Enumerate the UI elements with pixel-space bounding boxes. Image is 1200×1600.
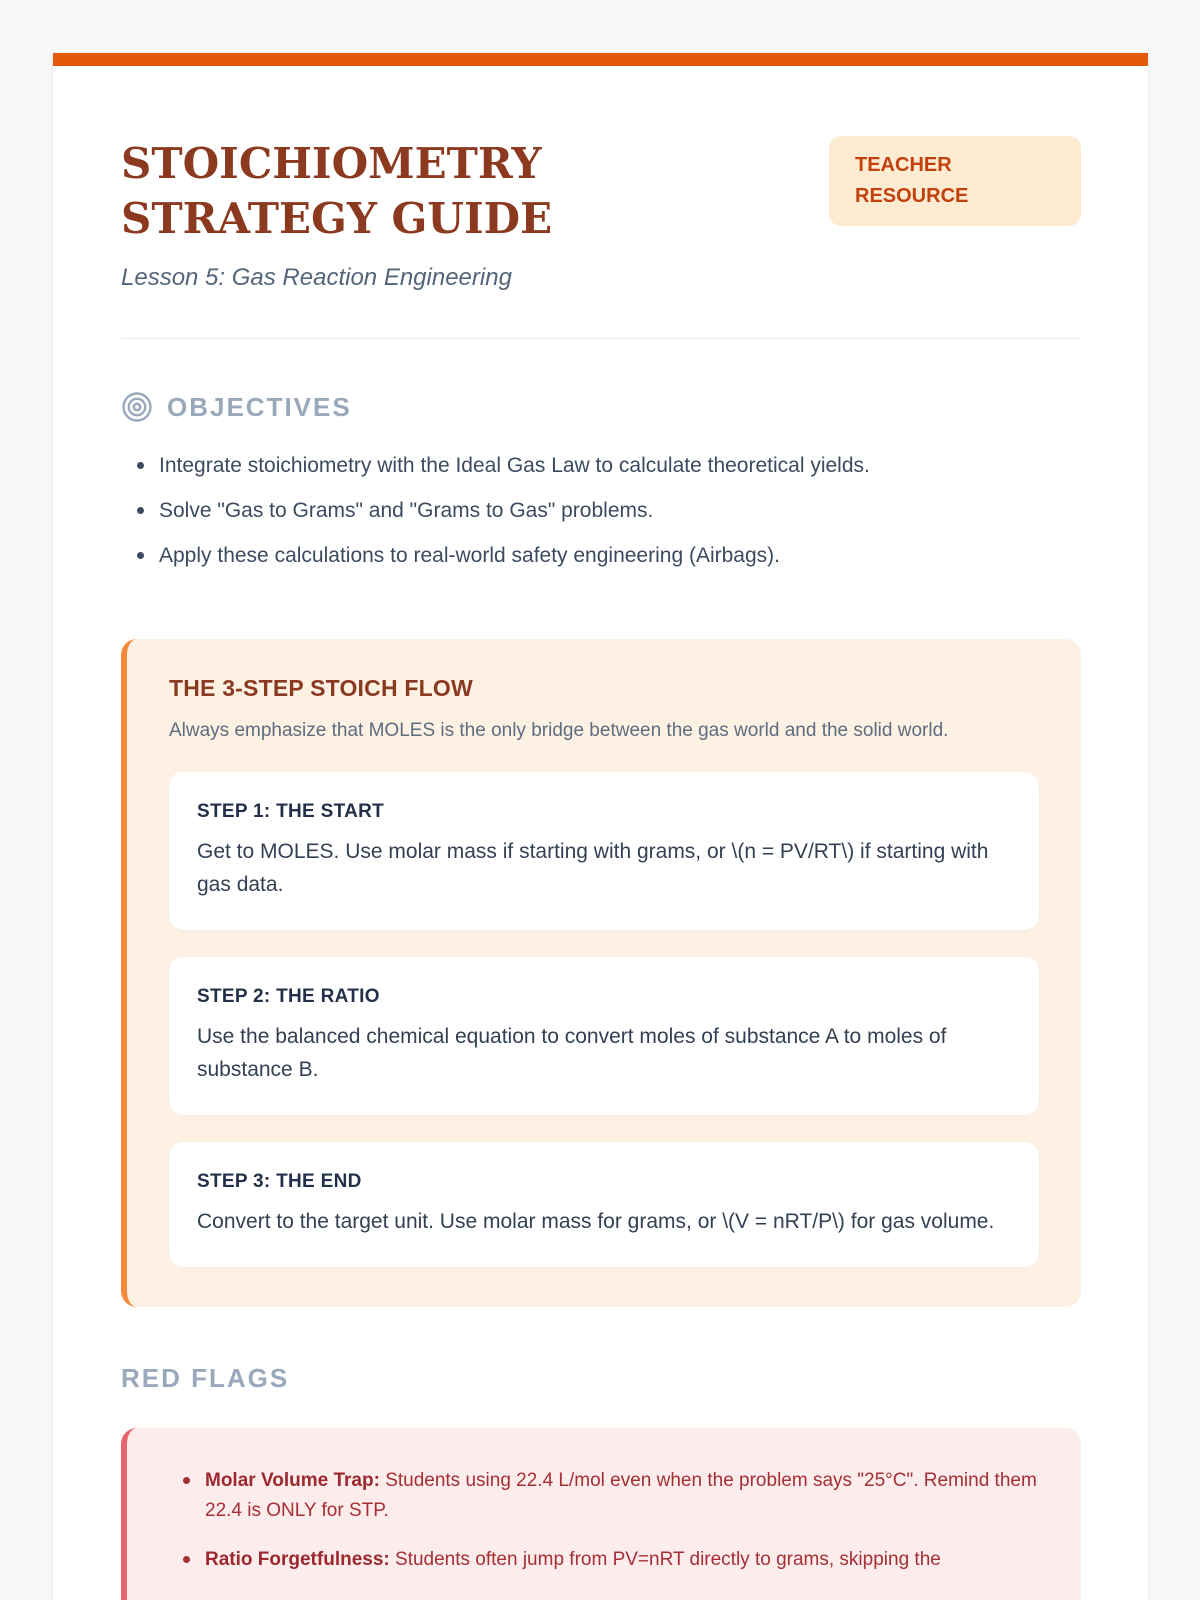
step-1-label: STEP 1: THE START: [197, 801, 385, 822]
divider: [121, 338, 1081, 339]
step-card-2: [169, 957, 1039, 1115]
step-2-text: Use the balanced chemical equation to convert moles of substance A to moles of substance B.: [197, 1025, 947, 1081]
red-flags-heading: [121, 1363, 1081, 1394]
step-3-label: STEP 3: THE END: [197, 1171, 362, 1192]
teacher-resource-badge: TEACHER RESOURCE: [829, 136, 1081, 226]
red-flag-item: [169, 1466, 1039, 1526]
step-2-label: STEP 2: THE RATIO: [197, 986, 380, 1007]
objective-item: Solve "Gas to Grams" and "Grams to Gas" problems.: [121, 496, 1081, 526]
step-card-1: [169, 772, 1039, 930]
document-content: [53, 66, 1148, 1600]
red-flags-list: [169, 1466, 1039, 1575]
step-1-text: Get to MOLES. Use molar mass if starting with grams, or \(n = PV/RT\) if starting with gas data.: [197, 840, 989, 896]
accent-top-bar: [53, 53, 1148, 66]
red-flags-callout: [121, 1428, 1081, 1600]
objectives-heading: [121, 391, 1081, 423]
stoich-flow-intro: Always emphasize that MOLES is the only bridge between the gas world and the solid world.: [169, 720, 949, 741]
step-3-text: Convert to the target unit. Use molar mass for grams, or \(V = nRT/P\) for gas volume.: [197, 1210, 995, 1233]
header: [121, 136, 1081, 246]
lesson-subtitle: Lesson 5: Gas Reaction Engineering: [121, 264, 512, 291]
objectives-heading-label: OBJECTIVES: [167, 391, 352, 422]
step-card-3: [169, 1142, 1039, 1267]
document-card: [53, 53, 1148, 1600]
objectives-list: [121, 451, 1081, 571]
objective-item: Integrate stoichiometry with the Ideal Gas Law to calculate theoretical yields.: [121, 451, 1081, 481]
stoich-flow-callout: [121, 639, 1081, 1307]
red-flag-item: [169, 1545, 1039, 1575]
page-title: STOICHIOMETRY STRATEGY GUIDE: [121, 139, 553, 243]
stoich-flow-title: THE 3-STEP STOICH FLOW: [169, 675, 473, 701]
objective-item: Apply these calculations to real-world safety engineering (Airbags).: [121, 541, 1081, 571]
red-flag-lead: Ratio Forgetfulness:: [205, 1549, 390, 1570]
red-flag-lead: Molar Volume Trap:: [205, 1470, 380, 1491]
target-icon: [121, 391, 153, 423]
red-flags-heading-label: RED FLAGS: [121, 1363, 290, 1393]
red-flag-text: Students often jump from PV=nRT directly to grams, skipping the: [395, 1549, 941, 1570]
red-flag-text: Students using 22.4 L/mol even when the problem says "25°C". Remind them 22.4 is ONLY for STP.: [205, 1470, 1037, 1521]
